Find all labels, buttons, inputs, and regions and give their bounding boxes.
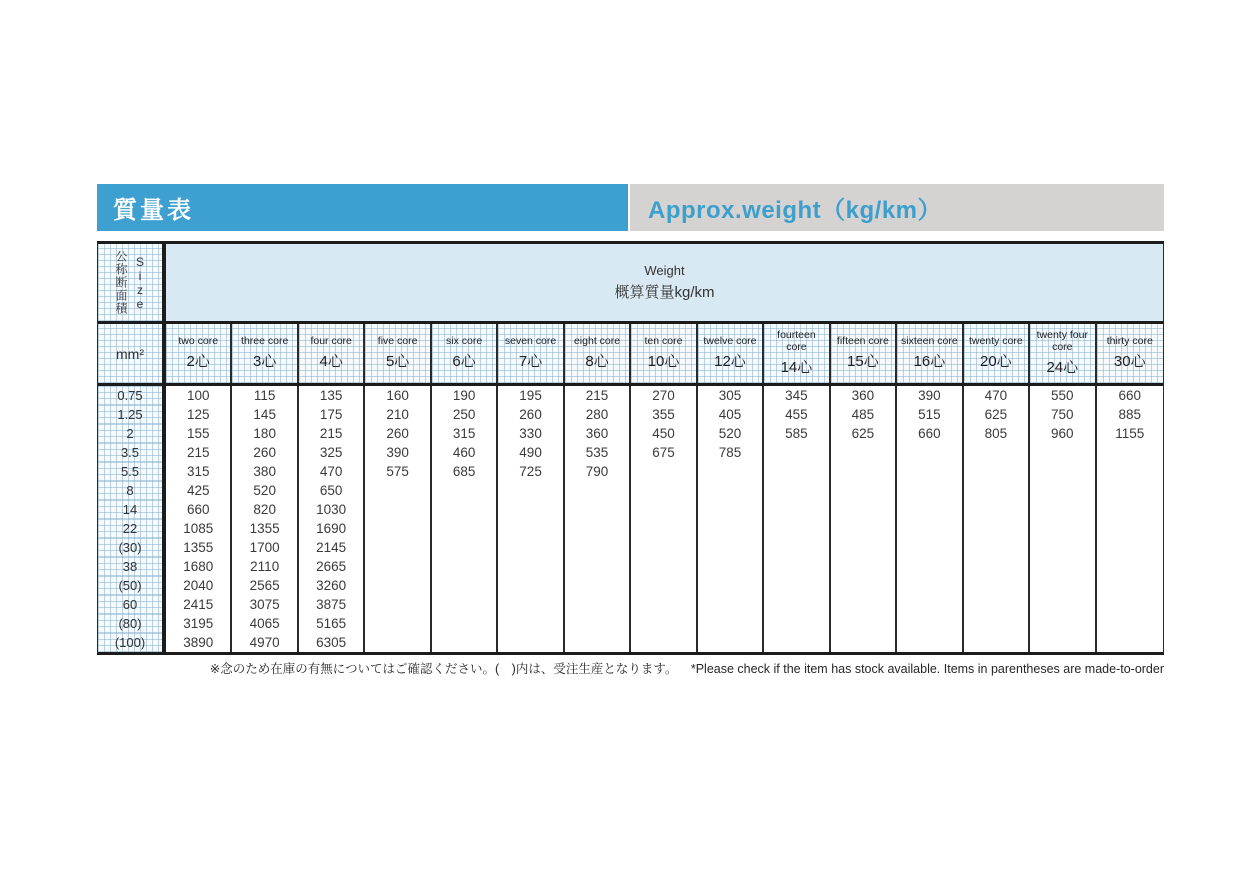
weight-value-cell xyxy=(897,595,963,614)
size-cell: 22 xyxy=(98,519,166,538)
weight-value-cell xyxy=(897,500,963,519)
weight-value-cell xyxy=(964,576,1030,595)
weight-value-cell xyxy=(1097,519,1163,538)
core-header-cell xyxy=(698,324,764,383)
core-header-jp: 12心 xyxy=(714,352,746,370)
weight-value-cell: 660 xyxy=(166,500,232,519)
weight-value-cell: 115 xyxy=(232,386,298,405)
weight-value-cell: 305 xyxy=(698,386,764,405)
weight-value-cell: 160 xyxy=(365,386,431,405)
core-header-en: eight core xyxy=(573,335,621,348)
weight-value-cell xyxy=(631,462,697,481)
core-header-en: three core xyxy=(241,335,289,348)
weight-value-cell xyxy=(1030,633,1096,652)
weight-value-cell xyxy=(964,538,1030,557)
weight-value-cell: 360 xyxy=(565,424,631,443)
weight-value-cell: 515 xyxy=(897,405,963,424)
core-header-jp: 5心 xyxy=(385,352,410,370)
size-cell: 5.5 xyxy=(98,462,166,481)
size-cell: 38 xyxy=(98,557,166,576)
weight-value-cell: 100 xyxy=(166,386,232,405)
weight-label-jp: 概算質量kg/km xyxy=(614,284,715,301)
weight-value-cell: 380 xyxy=(232,462,298,481)
weight-value-cell: 215 xyxy=(299,424,365,443)
core-header-en: twelve core xyxy=(703,335,757,348)
core-header-cell xyxy=(964,324,1030,383)
core-header-jp: 30心 xyxy=(1113,352,1146,370)
weight-value-cell xyxy=(764,462,830,481)
weight-value-cell xyxy=(432,576,498,595)
weight-value-cell: 2040 xyxy=(166,576,232,595)
weight-value-cell: 2665 xyxy=(299,557,365,576)
weight-value-cell: 210 xyxy=(365,405,431,424)
weight-value-cell: 2110 xyxy=(232,557,298,576)
weight-value-cell: 685 xyxy=(432,462,498,481)
weight-value-cell xyxy=(1097,614,1163,633)
weight-value-cell xyxy=(1030,614,1096,633)
weight-value-cell xyxy=(764,557,830,576)
weight-value-cell xyxy=(964,500,1030,519)
weight-value-cell: 1030 xyxy=(299,500,365,519)
weight-value-cell xyxy=(831,614,897,633)
weight-value-cell: 1355 xyxy=(166,538,232,557)
size-cell: 0.75 xyxy=(98,386,166,405)
weight-value-cell: 520 xyxy=(232,481,298,500)
weight-value-cell: 660 xyxy=(1118,388,1142,403)
size-cell: 14 xyxy=(98,500,166,519)
weight-value-cell xyxy=(831,500,897,519)
weight-value-cell xyxy=(1097,462,1163,481)
weight-value-cell: 520 xyxy=(698,424,764,443)
title-jp-text: 質量表 xyxy=(113,197,194,224)
weight-value-cell xyxy=(1030,576,1096,595)
weight-value-cell: 135 xyxy=(299,386,365,405)
weight-value-cell xyxy=(964,481,1030,500)
weight-value-cell: 4970 xyxy=(232,633,298,652)
weight-value-cell xyxy=(565,576,631,595)
weight-value-cell xyxy=(365,500,431,519)
weight-value-cell: 390 xyxy=(365,443,431,462)
footnote-jp: ※念のため在庫の有無についてはご確認ください。( )内は、受注生産となります。 xyxy=(209,662,678,676)
weight-value-cell xyxy=(964,614,1030,633)
weight-value-cell: 325 xyxy=(299,443,365,462)
weight-value-cell xyxy=(698,538,764,557)
weight-value-cell: 2565 xyxy=(232,576,298,595)
size-cell: 2 xyxy=(98,424,166,443)
weight-value-cell: 215 xyxy=(166,443,232,462)
weight-value-cell xyxy=(565,633,631,652)
weight-value-cell: 180 xyxy=(232,424,298,443)
weight-value-cell: 455 xyxy=(764,405,830,424)
weight-value-cell xyxy=(831,576,897,595)
core-header-jp: 2心 xyxy=(186,352,210,370)
core-header-jp: 3心 xyxy=(253,352,277,370)
weight-value-cell xyxy=(1097,500,1163,519)
weight-value-cell xyxy=(565,595,631,614)
core-header-cell xyxy=(831,324,897,383)
weight-value-cell: 3195 xyxy=(166,614,232,633)
weight-value-cell: 145 xyxy=(232,405,298,424)
weight-value-cell: 675 xyxy=(631,443,697,462)
core-header-cell xyxy=(565,324,631,383)
weight-value-cell: 345 xyxy=(764,386,830,405)
weight-value-cell: 315 xyxy=(432,424,498,443)
core-header-jp: 6心 xyxy=(452,352,476,370)
weight-value-cell: 885 xyxy=(1118,407,1142,422)
weight-value-cell xyxy=(432,481,498,500)
title-en xyxy=(630,184,1164,231)
weight-value-cell xyxy=(498,481,564,500)
size-label-jp: 公称断面積 xyxy=(114,250,128,315)
weight-value-cell xyxy=(432,557,498,576)
weight-value-cell xyxy=(1097,443,1163,462)
weight-value-cell: 575 xyxy=(365,462,431,481)
weight-value-cell xyxy=(764,519,830,538)
weight-value-cell xyxy=(432,595,498,614)
size-cell: 1.25 xyxy=(98,405,166,424)
weight-value-cell xyxy=(432,500,498,519)
weight-value-cell: 960 xyxy=(1030,424,1096,443)
weight-value-cell xyxy=(498,500,564,519)
weight-value-cell xyxy=(897,538,963,557)
footnote xyxy=(97,659,1164,677)
weight-value-cell: 460 xyxy=(432,443,498,462)
weight-value-cell xyxy=(365,633,431,652)
weight-value-cell xyxy=(365,595,431,614)
core-header-en: sixteen core xyxy=(901,335,958,348)
weight-value-cell xyxy=(432,519,498,538)
weight-value-cell: 2145 xyxy=(299,538,365,557)
weight-value-cell: 450 xyxy=(631,424,697,443)
weight-value-cell: 1085 xyxy=(166,519,232,538)
weight-value-cell: 470 xyxy=(964,386,1030,405)
weight-value-cell xyxy=(764,576,830,595)
weight-value-cell xyxy=(498,519,564,538)
weight-value-cell xyxy=(831,519,897,538)
weight-value-cell: 125 xyxy=(166,405,232,424)
weight-value-cell xyxy=(432,633,498,652)
core-header-en: twenty four core xyxy=(1036,329,1088,353)
weight-value-cell: 1690 xyxy=(299,519,365,538)
core-header-cell xyxy=(432,324,498,383)
weight-value-cell xyxy=(698,633,764,652)
weight-value-cell: 4065 xyxy=(232,614,298,633)
size-header-cell xyxy=(98,244,166,321)
core-header-jp: 16心 xyxy=(913,352,946,370)
weight-value-cell xyxy=(897,443,963,462)
size-label-en: Size xyxy=(133,254,147,311)
core-header-en: six core xyxy=(446,335,483,348)
weight-value-cell xyxy=(1097,557,1163,576)
weight-value-cell: 5165 xyxy=(299,614,365,633)
weight-value-cell xyxy=(1030,557,1096,576)
weight-value-cell xyxy=(365,519,431,538)
weight-value-cell xyxy=(764,481,830,500)
weight-value-cell: 535 xyxy=(565,443,631,462)
weight-value-cell xyxy=(831,462,897,481)
weight-value-cell: 280 xyxy=(565,405,631,424)
weight-value-cell xyxy=(1030,500,1096,519)
core-header-jp: 10心 xyxy=(647,352,680,370)
weight-value-cell: 2415 xyxy=(166,595,232,614)
weight-value-cell xyxy=(565,500,631,519)
core-header-en: ten core xyxy=(644,335,683,348)
weight-value-cell: 260 xyxy=(498,405,564,424)
weight-value-cell xyxy=(631,595,697,614)
weight-header-cell xyxy=(166,244,1163,321)
size-cell: 3.5 xyxy=(98,443,166,462)
weight-value-cell: 195 xyxy=(498,386,564,405)
core-header-jp: 24心 xyxy=(1046,358,1079,376)
unit-cell: mm² xyxy=(98,324,166,383)
core-header-jp: 20心 xyxy=(979,352,1012,370)
title-jp xyxy=(97,184,628,231)
core-header-en: twenty core xyxy=(968,335,1023,348)
core-header-en: fourteen core xyxy=(777,329,816,353)
weight-value-cell xyxy=(1097,481,1163,500)
weight-value-cell: 3260 xyxy=(299,576,365,595)
size-cell: 60 xyxy=(98,595,166,614)
weight-value-cell: 250 xyxy=(432,405,498,424)
weight-value-cell xyxy=(964,595,1030,614)
weight-value-cell xyxy=(631,633,697,652)
weight-value-cell xyxy=(698,519,764,538)
weight-value-cell xyxy=(831,557,897,576)
core-header-cell xyxy=(1030,324,1096,383)
weight-value-cell xyxy=(897,576,963,595)
core-header-jp: 8心 xyxy=(585,352,609,370)
footnote-en: *Please check if the item has stock available. Items in parentheses are made-to-order xyxy=(690,662,1164,676)
size-cell: (80) xyxy=(98,614,166,633)
core-header-cell xyxy=(897,324,963,383)
weight-value-cell xyxy=(365,481,431,500)
weight-value-cell: 3875 xyxy=(299,595,365,614)
weight-value-cell: 355 xyxy=(631,405,697,424)
core-header-cell xyxy=(498,324,564,383)
weight-value-cell xyxy=(631,500,697,519)
weight-value-cell xyxy=(565,519,631,538)
title-en-text: Approx.weight（kg/km） xyxy=(648,197,943,224)
weight-value-cell: 330 xyxy=(498,424,564,443)
weight-value-cell xyxy=(698,614,764,633)
weight-value-cell xyxy=(498,557,564,576)
weight-value-cell xyxy=(432,614,498,633)
table-body xyxy=(98,386,1163,652)
weight-value-cell: 155 xyxy=(166,424,232,443)
weight-value-cell xyxy=(764,614,830,633)
weight-value-cell xyxy=(365,557,431,576)
weight-value-cell xyxy=(1030,462,1096,481)
weight-value-cell: 805 xyxy=(964,424,1030,443)
weight-value-cell: 260 xyxy=(232,443,298,462)
weight-value-cell xyxy=(964,633,1030,652)
weight-value-cell xyxy=(964,443,1030,462)
weight-value-cell xyxy=(631,481,697,500)
weight-value-cell xyxy=(565,614,631,633)
weight-value-cell xyxy=(498,538,564,557)
weight-value-cell xyxy=(498,633,564,652)
core-header-en: four core xyxy=(310,335,352,348)
size-cell: (30) xyxy=(98,538,166,557)
weight-value-cell xyxy=(1097,633,1163,652)
weight-value-cell xyxy=(631,557,697,576)
weight-value-cell xyxy=(1097,576,1163,595)
weight-value-cell xyxy=(631,519,697,538)
section-title-bar xyxy=(97,184,1164,231)
size-cell: 8 xyxy=(98,481,166,500)
weight-value-cell xyxy=(698,500,764,519)
weight-value-cell: 425 xyxy=(166,481,232,500)
weight-value-cell xyxy=(764,500,830,519)
weight-value-cell xyxy=(897,519,963,538)
core-header-jp: 4心 xyxy=(319,352,343,370)
weight-value-cell: 390 xyxy=(897,386,963,405)
weight-value-cell: 270 xyxy=(631,386,697,405)
weight-value-cell xyxy=(964,557,1030,576)
weight-value-cell xyxy=(631,614,697,633)
weight-value-cell: 660 xyxy=(897,424,963,443)
weight-value-cell xyxy=(831,633,897,652)
weight-value-cell xyxy=(1097,538,1163,557)
weight-label-en: Weight xyxy=(644,263,685,278)
weight-value-cell xyxy=(565,481,631,500)
weight-value-cell xyxy=(498,614,564,633)
weight-value-cell xyxy=(631,576,697,595)
core-header-en: two core xyxy=(178,335,219,348)
weight-value-cell: 820 xyxy=(232,500,298,519)
weight-value-cell xyxy=(964,462,1030,481)
weight-value-cell xyxy=(831,595,897,614)
weight-value-cell xyxy=(498,576,564,595)
weight-value-cell xyxy=(897,633,963,652)
weight-value-cell: 625 xyxy=(831,424,897,443)
weight-value-cell: 190 xyxy=(432,386,498,405)
core-header-cell xyxy=(1097,324,1163,383)
weight-value-cell xyxy=(365,538,431,557)
weight-value-cell: 1700 xyxy=(232,538,298,557)
weight-value-cell: 175 xyxy=(299,405,365,424)
weight-value-cell xyxy=(831,538,897,557)
core-header-en: five core xyxy=(377,335,418,348)
weight-value-cell xyxy=(698,462,764,481)
weight-value-cell xyxy=(698,557,764,576)
core-header-en: seven core xyxy=(504,335,557,348)
weight-value-cell: 405 xyxy=(698,405,764,424)
weight-value-cell: 315 xyxy=(166,462,232,481)
weight-value-cell xyxy=(698,481,764,500)
weight-value-cell: 485 xyxy=(831,405,897,424)
core-header-cell xyxy=(299,324,365,383)
weight-value-cell: 1355 xyxy=(232,519,298,538)
weight-value-cell xyxy=(764,595,830,614)
weight-value-cell: 650 xyxy=(299,481,365,500)
core-header-en: fifteen core xyxy=(836,335,889,348)
weight-value-cell: 725 xyxy=(498,462,564,481)
weight-value-cell xyxy=(565,538,631,557)
weight-value-cell: 360 xyxy=(831,386,897,405)
weight-value-cell: 470 xyxy=(299,462,365,481)
weight-table xyxy=(97,241,1164,655)
size-cell: (100) xyxy=(98,633,166,652)
size-cell: (50) xyxy=(98,576,166,595)
weight-value-cell xyxy=(831,481,897,500)
weight-value-cell xyxy=(698,576,764,595)
core-header-cell xyxy=(365,324,431,383)
weight-value-cell xyxy=(365,614,431,633)
weight-value-cell xyxy=(365,576,431,595)
weight-value-cell xyxy=(631,538,697,557)
weight-value-cell xyxy=(1030,481,1096,500)
weight-value-cell xyxy=(565,557,631,576)
core-header-jp: 15心 xyxy=(847,352,879,370)
weight-value-cell xyxy=(897,557,963,576)
weight-value-cell xyxy=(1030,538,1096,557)
weight-value-cell: 490 xyxy=(498,443,564,462)
weight-value-cell xyxy=(698,595,764,614)
table-header-row-2 xyxy=(98,324,1163,386)
weight-value-cell xyxy=(1030,595,1096,614)
core-header-jp: 14心 xyxy=(780,358,813,376)
core-header-cell xyxy=(232,324,298,383)
core-header-cell xyxy=(631,324,697,383)
weight-value-cell: 550 xyxy=(1030,386,1096,405)
table-header-row-1 xyxy=(98,244,1163,324)
weight-value-cell: 3075 xyxy=(232,595,298,614)
weight-value-cell xyxy=(1097,595,1163,614)
weight-value-cell: 260 xyxy=(365,424,431,443)
core-header-cell xyxy=(166,324,232,383)
weight-value-cell: 1155 xyxy=(1115,426,1145,441)
core-header-jp: 7心 xyxy=(518,352,543,370)
weight-value-cell xyxy=(432,538,498,557)
weight-value-cell xyxy=(1030,519,1096,538)
weight-value-cell: 625 xyxy=(964,405,1030,424)
weight-value-cell xyxy=(764,633,830,652)
weight-value-cell xyxy=(897,462,963,481)
core-header-en: thirty core xyxy=(1106,335,1153,348)
weight-value-cell: 215 xyxy=(565,386,631,405)
weight-value-cell xyxy=(964,519,1030,538)
weight-value-cell xyxy=(764,443,830,462)
weight-value-cell xyxy=(498,595,564,614)
weight-value-cell: 785 xyxy=(698,443,764,462)
weight-value-cell xyxy=(764,538,830,557)
weight-value-cell xyxy=(831,443,897,462)
weight-value-cell: 750 xyxy=(1030,405,1096,424)
weight-value-cell xyxy=(897,614,963,633)
weight-value-cell xyxy=(897,481,963,500)
core-header-cell xyxy=(764,324,830,383)
weight-value-cell: 790 xyxy=(565,462,631,481)
weight-value-cell: 585 xyxy=(764,424,830,443)
weight-value-cell xyxy=(1030,443,1096,462)
weight-value-cell: 1680 xyxy=(166,557,232,576)
weight-value-cell: 3890 xyxy=(166,633,232,652)
weight-value-cell: 6305 xyxy=(299,633,365,652)
